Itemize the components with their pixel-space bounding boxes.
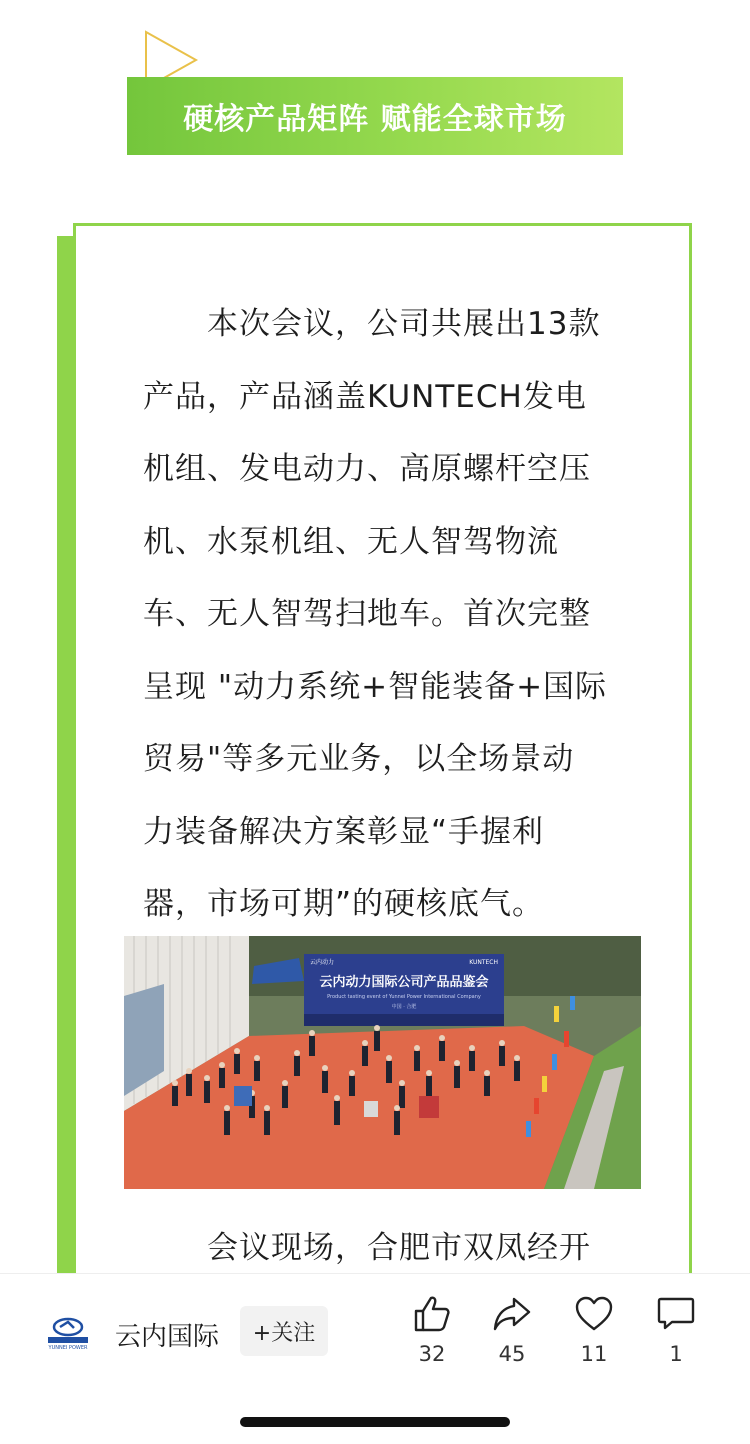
paragraph-line: 产品，产品涵盖KUNTECH发电 — [143, 378, 587, 415]
paragraph-line: 本次会议，公司共展出13款 — [207, 306, 601, 342]
like-count: 32 — [418, 1342, 446, 1366]
comment-icon — [656, 1294, 696, 1334]
stage-title: 云内动力国际公司产品品鉴会 — [319, 975, 489, 990]
paragraph-line: 车、无人智驾扫地车。首次完整 — [143, 596, 591, 632]
follow-button[interactable]: +关注 — [240, 1306, 328, 1356]
paragraph-line: 器，市场可期”的硬核底气。 — [143, 886, 545, 922]
stage-brand-left: 云内动力 — [310, 959, 335, 966]
logo-text: YUNNEI POWER — [48, 1345, 88, 1350]
thumb-up-icon — [412, 1294, 452, 1334]
share-icon — [492, 1294, 532, 1334]
account-logo-icon[interactable] — [44, 1316, 92, 1350]
event-photo-illustration — [124, 936, 641, 1189]
share-count: 45 — [498, 1342, 526, 1366]
event-photo[interactable] — [124, 936, 641, 1189]
favorite-action[interactable] — [564, 1294, 624, 1366]
bottom-action-bar — [0, 1273, 750, 1444]
home-indicator[interactable] — [240, 1417, 510, 1427]
account-name[interactable]: 云内国际 — [115, 1322, 220, 1352]
article-paragraph — [143, 288, 623, 941]
stage-brand-right: KUNTECH — [469, 959, 498, 966]
comment-action[interactable] — [646, 1294, 706, 1366]
paragraph-line: 机、水泵机组、无人智驾物流 — [143, 523, 559, 560]
section-banner — [127, 77, 623, 155]
comment-count: 1 — [669, 1342, 683, 1366]
paragraph-line: 贸易"等多元业务，以全场景动 — [143, 741, 575, 777]
paragraph-line: 呈现 "动力系统+智能装备+国际 — [143, 668, 608, 705]
article-paragraph-2: 会议现场，合肥市双凤经开 — [207, 1230, 591, 1266]
like-action[interactable] — [402, 1294, 462, 1366]
stage-subtitle: Product tasting event of Yunnei Power International Company — [327, 994, 481, 1000]
stage-place-date: 中国 · 合肥 — [391, 1004, 417, 1010]
favorite-count: 11 — [580, 1342, 608, 1366]
banner-title: 硬核产品矩阵 赋能全球市场 — [183, 102, 567, 137]
paragraph-line: 机组、发电动力、高原螺杆空压 — [143, 451, 591, 487]
paragraph-line: 力装备解决方案彰显“手握利 — [143, 813, 545, 850]
share-action[interactable] — [482, 1294, 542, 1366]
heart-icon — [574, 1294, 614, 1334]
